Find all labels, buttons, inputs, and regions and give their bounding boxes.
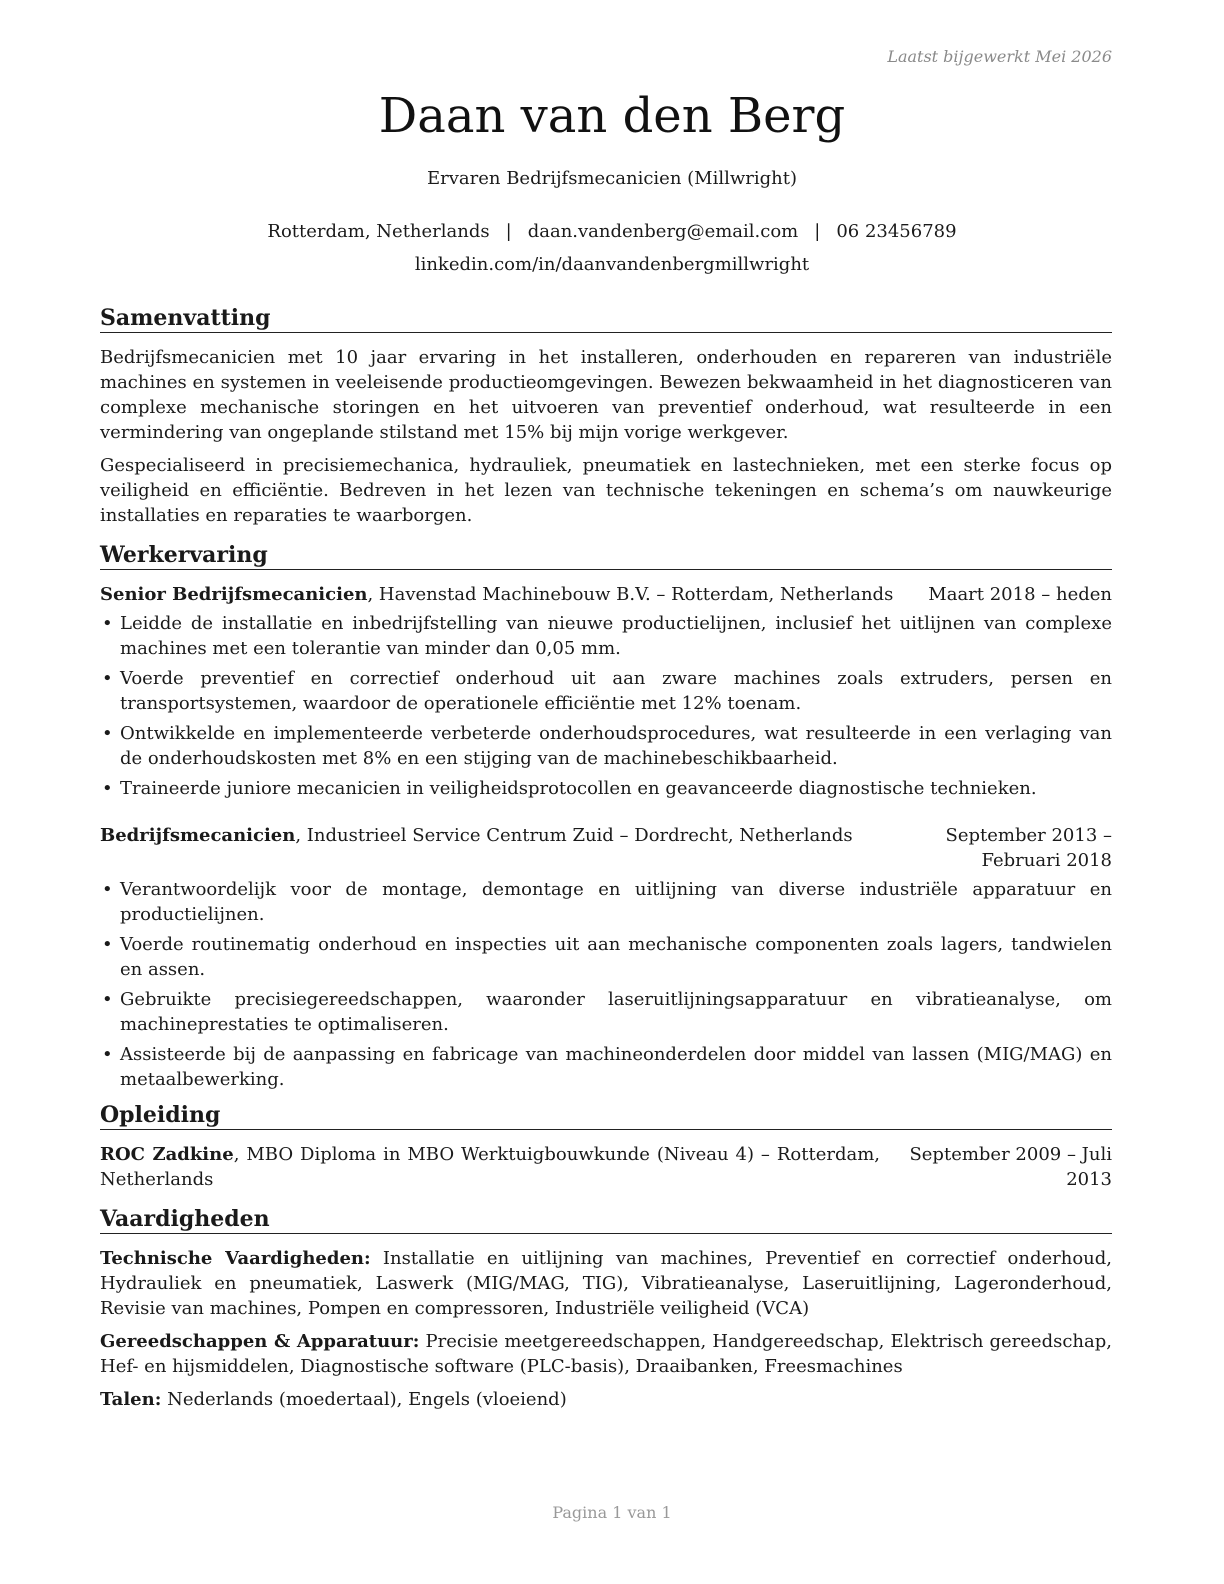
skill-group-text: Nederlands (moedertaal), Engels (vloeiend)	[167, 1389, 567, 1410]
job-header	[100, 582, 1112, 607]
skill-group-text: Precisie meetgereedschappen, Handgereedschap, Elektrisch gereedschap, Hef- en hijsmiddelen, Diagnostische software (PLC-basis), Draaibanken, Freesmachines	[100, 1331, 1112, 1377]
job-bullet: • Voerde preventief en correctief onderhoud uit aan zware machines zoals extruders, persen en transportsystemen, waardoor de operationele efficiëntie met 12% toenam.	[102, 668, 1112, 714]
job-bullet: • Traineerde juniore mecanicien in veiligheidsprotocollen en geavanceerde diagnostische technieken.	[102, 778, 1037, 799]
job-organization: , Havenstad Machinebouw B.V. – Rotterdam, Netherlands	[367, 584, 894, 605]
bullet-icon: •	[102, 778, 113, 799]
job-bullet: • Assisteerde bij de aanpassing en fabricage van machineonderdelen door middel van lassen (MIG/MAG) en metaalbewerking.	[102, 1044, 1112, 1090]
bullet-icon: •	[102, 879, 113, 900]
education-dates: September 2009 – Juli 2013	[909, 1144, 1112, 1190]
resume-content	[100, 305, 1112, 1420]
bullet-icon: •	[102, 723, 113, 744]
skill-group-label: Talen:	[100, 1389, 162, 1410]
page-number: Pagina 1 van 1	[552, 1503, 672, 1522]
summary-paragraph: Gespecialiseerd in precisiemechanica, hydrauliek, pneumatiek en lastechnieken, met een sterke focus op veiligheid en efficiëntie. Bedreven in het lezen van technische tekeningen en schema’s om nauwkeurige installaties en reparaties te waarborgen.	[100, 455, 1112, 526]
skill-group-label: Technische Vaardigheden:	[100, 1248, 371, 1269]
skill-group-label: Gereedschappen & Apparatuur:	[100, 1331, 420, 1352]
job-bullets	[100, 877, 1112, 1092]
contact-line	[0, 219, 1224, 244]
bullet-icon: •	[102, 613, 113, 634]
skill-group	[100, 1246, 1112, 1321]
bullet-icon: •	[102, 668, 113, 689]
bullet-icon: •	[102, 1044, 113, 1065]
section-title-summary: Samenvatting	[100, 305, 1112, 333]
education-school: ROC Zadkine	[100, 1144, 234, 1165]
contact-linkedin[interactable]: linkedin.com/in/daanvandenbergmillwright	[414, 254, 810, 275]
job-role: Bedrijfsmecanicien	[100, 825, 296, 846]
job-entry	[100, 823, 1112, 1092]
job-bullets	[100, 611, 1112, 801]
contact-separator: |	[814, 221, 821, 242]
bullet-icon: •	[102, 989, 113, 1010]
section-title-experience: Werkervaring	[100, 542, 1112, 570]
job-bullet: • Leidde de installatie en inbedrijfstelling van nieuwe productielijnen, inclusief het uitlijnen van complexe machines met een tolerantie van minder dan 0,05 mm.	[102, 613, 1112, 659]
candidate-name: Daan van den Berg	[378, 88, 846, 144]
section-title-skills: Vaardigheden	[100, 1206, 1112, 1234]
contact-separator: |	[505, 221, 512, 242]
skill-group-text: Installatie en uitlijning van machines, Preventief en correctief onderhoud, Hydrauliek en pneumatiek, Laswerk (MIG/MAG, TIG), Vibratieanalyse, Laseruitlijning, Lageronderhoud, Revisie van machines, Pompen en compressoren, Industriële veiligheid (VCA)	[100, 1248, 1112, 1319]
job-bullet: • Gebruikte precisiegereedschappen, waaronder laseruitlijningsapparatuur en vibratieanalyse, om machineprestaties te optimaliseren.	[102, 989, 1112, 1035]
job-bullet: • Verantwoordelijk voor de montage, demontage en uitlijning van diverse industriële apparatuur en productielijnen.	[102, 879, 1112, 925]
education-detail: , MBO Diploma in MBO Werktuigbouwkunde (Niveau 4) – Rotterdam, Netherlands	[100, 1144, 881, 1190]
summary-paragraph: Bedrijfsmecanicien met 10 jaar ervaring in het installeren, onderhouden en repareren van industriële machines en systemen in veeleisende productieomgevingen. Bewezen bekwaamheid in het diagnosticeren van complexe mechanische storingen en het uitvoeren van preventief onderhoud, wat resulteerde in een vermindering van ongeplande stilstand met 15% bij mijn vorige werkgever.	[100, 347, 1112, 443]
contact-location: Rotterdam, Netherlands	[267, 221, 490, 242]
skill-group	[100, 1329, 1112, 1379]
section-title-education: Opleiding	[100, 1102, 1112, 1130]
skill-group	[100, 1387, 1112, 1412]
bullet-icon: •	[102, 934, 113, 955]
job-organization: , Industrieel Service Centrum Zuid – Dordrecht, Netherlands	[295, 825, 853, 846]
contact-email[interactable]: daan.vandenberg@email.com	[527, 221, 799, 242]
job-header	[100, 823, 1112, 873]
job-role: Senior Bedrijfsmecanicien	[100, 584, 368, 605]
job-bullet: • Voerde routinematig onderhoud en inspecties uit aan mechanische componenten zoals lagers, tandwielen en assen.	[102, 934, 1112, 980]
contact-phone: 06 23456789	[836, 221, 957, 242]
last-updated: Laatst bijgewerkt Mei 2026	[887, 47, 1112, 66]
job-title: Ervaren Bedrijfsmecanicien (Millwright)	[426, 168, 797, 189]
education-entry	[100, 1142, 1112, 1192]
job-entry	[100, 582, 1112, 801]
job-dates: Maart 2018 – heden	[928, 584, 1112, 605]
job-bullet: • Ontwikkelde en implementeerde verbeterde onderhoudsprocedures, wat resulteerde in een verlaging van de onderhoudskosten met 8% en een stijging van de machinebeschikbaarheid.	[102, 723, 1112, 769]
job-dates: September 2013 – Februari 2018	[945, 825, 1112, 871]
